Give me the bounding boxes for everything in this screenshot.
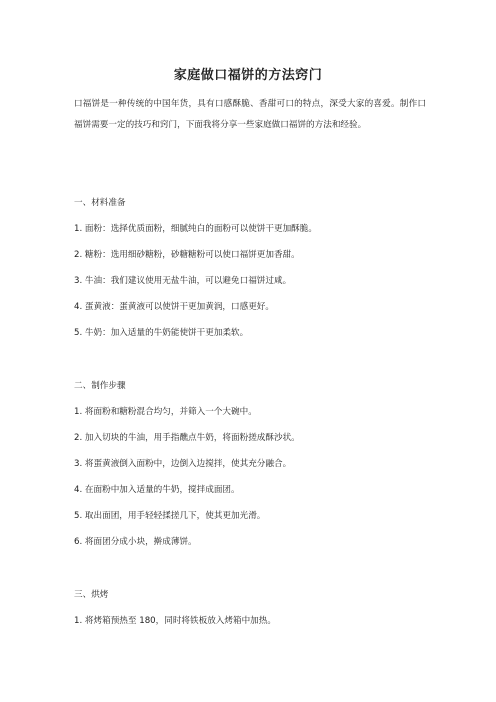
list-item: 6. 将面团分成小块，擀成薄饼。 (74, 537, 197, 547)
section-heading-steps: 二、制作步骤 (74, 381, 126, 391)
list-item: 1. 面粉：选择优质面粉，细腻纯白的面粉可以使饼干更加酥脆。 (74, 224, 317, 234)
list-item: 4. 蛋黄液：蛋黄液可以使饼干更加黄润，口感更好。 (74, 302, 274, 312)
list-item: 3. 牛油：我们建议使用无盐牛油，可以避免口福饼过咸。 (74, 276, 292, 286)
list-item: 2. 糖粉：选用细砂糖粉，砂糖糖粉可以使口福饼更加香甜。 (74, 250, 300, 260)
list-item: 4. 在面粉中加入适量的牛奶，搅拌成面团。 (74, 485, 240, 495)
section-heading-baking: 三、烘烤 (74, 590, 109, 600)
list-item: 2. 加入切块的牛油，用手指醮点牛奶，将面粉搓成酥沙状。 (74, 433, 300, 443)
section-heading-materials: 一、材料准备 (74, 198, 126, 208)
intro-paragraph: 口福饼是一种传统的中国年货，具有口感酥脆、香甜可口的特点，深受大家的喜爱。制作口福饼需要一定的技巧和窍门，下面我将分享一些家庭做口福饼的方法和经验。 (74, 99, 426, 130)
list-item: 1. 将面粉和糖粉混合均匀，并筛入一个大碗中。 (74, 407, 257, 417)
list-item: 5. 牛奶：加入适量的牛奶能使饼干更加柔软。 (74, 328, 249, 338)
list-item: 3. 将蛋黄液倒入面粉中，边倒入边搅拌，使其充分融合。 (74, 459, 292, 469)
document-title: 家庭做口福饼的方法窍门 (173, 68, 323, 83)
list-item: 5. 取出面团，用手轻轻揉搓几下，使其更加光滑。 (74, 511, 266, 521)
list-item: 1. 将烤箱预热至 180，同时将铁板放入烤箱中加热。 (74, 616, 276, 626)
